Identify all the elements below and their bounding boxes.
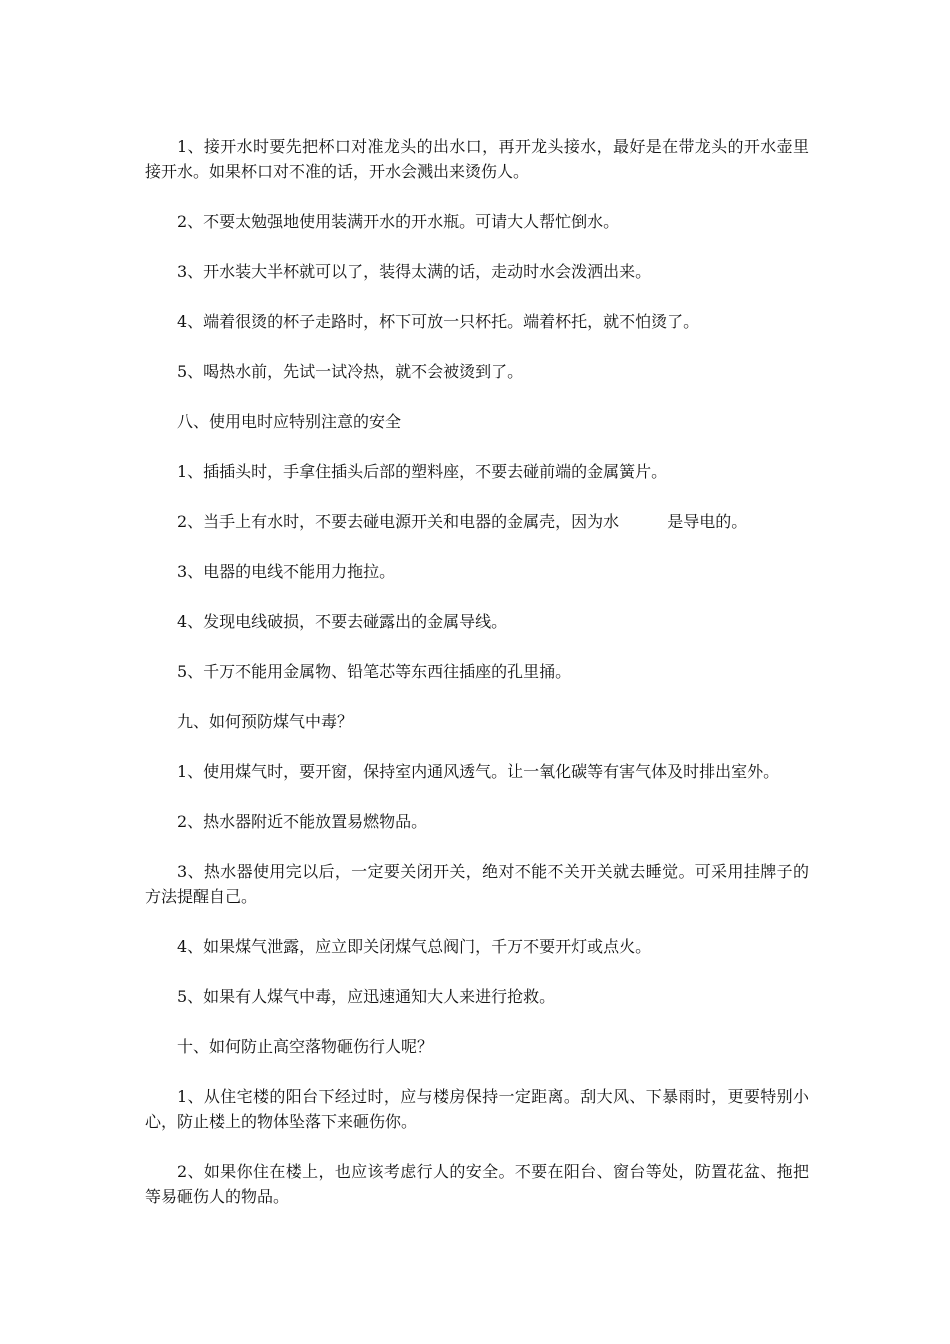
electricity-2-text-end: 是导电的。	[667, 512, 748, 531]
paragraph-hot-water-2: 2、不要太勉强地使用装满开水的开水瓶。可请大人帮忙倒水。	[177, 212, 620, 231]
paragraph-electricity-2	[145, 509, 809, 534]
paragraph-gas-1: 1、使用煤气时，要开窗，保持室内通风透气。让一氧化碳等有害气体及时排出室外。	[177, 762, 780, 781]
paragraph-hot-water-1: 1、接开水时要先把杯口对准龙头的出水口，再开龙头接水，最好是在带龙头的开水壶里接开水。如果杯口对不准的话，开水会溅出来烫伤人。	[145, 137, 809, 181]
paragraph-hot-water-5: 5、喝热水前，先试一试冷热，就不会被烫到了。	[177, 362, 524, 381]
paragraph-hot-water-4: 4、端着很烫的杯子走路时，杯下可放一只杯托。端着杯托，就不怕烫了。	[177, 312, 700, 331]
paragraph-electricity-4: 4、发现电线破损，不要去碰露出的金属导线。	[177, 612, 508, 631]
section-heading-gas: 九、如何预防煤气中毒？	[177, 712, 354, 731]
paragraph-gas-4: 4、如果煤气泄露，应立即关闭煤气总阀门，千万不要开灯或点火。	[177, 937, 652, 956]
paragraph-falling-objects-1: 1、从住宅楼的阳台下经过时，应与楼房保持一定距离。刮大风、下暴雨时，更要特别小心，防止楼上的物体坠落下来砸伤你。	[145, 1087, 809, 1131]
paragraph-electricity-5: 5、千万不能用金属物、铅笔芯等东西往插座的孔里捅。	[177, 662, 572, 681]
paragraph-falling-objects-2: 2、如果你住在楼上，也应该考虑行人的安全。不要在阳台、窗台等处，防置花盆、拖把等易砸伤人的物品。	[145, 1162, 809, 1206]
paragraph-gas-3: 3、热水器使用完以后，一定要关闭开关，绝对不能不关开关就去睡觉。可采用挂牌子的方法提醒自己。	[145, 862, 809, 906]
paragraph-gas-2: 2、热水器附近不能放置易燃物品。	[177, 812, 428, 831]
paragraph-gas-5: 5、如果有人煤气中毒，应迅速通知大人来进行抢救。	[177, 987, 556, 1006]
electricity-2-text-start: 2、当手上有水时，不要去碰电源开关和电器的金属壳，因为水	[177, 512, 620, 531]
section-heading-electricity: 八、使用电时应特别注意的安全	[177, 412, 402, 431]
paragraph-electricity-1: 1、插插头时，手拿住插头后部的塑料座，不要去碰前端的金属簧片。	[177, 462, 668, 481]
paragraph-electricity-3: 3、电器的电线不能用力拖拉。	[177, 562, 396, 581]
document-body	[145, 134, 809, 1234]
paragraph-hot-water-3: 3、开水装大半杯就可以了，装得太满的话，走动时水会泼洒出来。	[177, 262, 652, 281]
section-heading-falling-objects: 十、如何防止高空落物砸伤行人呢？	[177, 1037, 434, 1056]
